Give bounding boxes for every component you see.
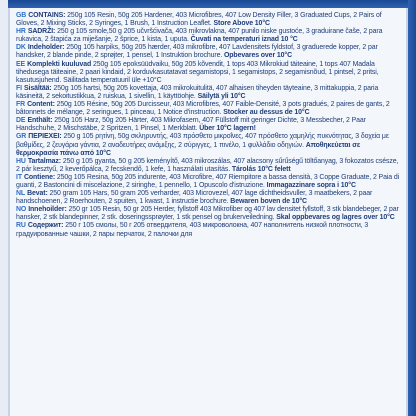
- entry-lead: Indeholder:: [27, 44, 65, 52]
- contents-entry-no: [16, 206, 400, 222]
- entry-body: 250g 105 Résine, 50g 205 Durcisseur, 403 Microfibres, 407 Faible-Densité, 3 pots gradués, 2 paires de gants, 2 bâtonnets de mélange, 2 seringues, 1 pinceau, 1 Notice d'instruction.: [16, 101, 390, 117]
- entry-lead: Sisältää:: [23, 84, 52, 92]
- entry-lead: Bevat:: [27, 190, 48, 198]
- entry-body: 250 g 105 ρητίνη, 50g σκληρυντής, 403 πρόσθετο μικροΐνες, 407 πρόσθετο χαμηλής πυκνότητας, 3 δοχεία με βαθμίδες, 2 ζευγάρια γάντια, 2 αναδευτήρες ανάμιξης, 2 σύριγγες, 1 πινέλο, 1 φυλλάδιο οδηγιών.: [16, 133, 389, 149]
- contents-entry-hr: [16, 28, 400, 44]
- language-code: EE: [16, 60, 26, 68]
- entry-lead: Содержит:: [27, 222, 64, 230]
- box-right-panel: [408, 0, 416, 416]
- language-code: IT: [16, 173, 22, 181]
- language-code: HU: [16, 157, 26, 165]
- storage-note: Skal oppbevares og lagres over 10°C: [276, 214, 395, 222]
- entry-body: 250 g 105 smole,50 g 205 učvršćivača, 403 mikrovlakna, 407 punilo niske gustoće, 3 graduirane čaše, 2 para rukavica, 2 štapića za miješanje, 2 šprice, 1 kista, 1 uputa.: [16, 28, 383, 44]
- box-top-panel: [8, 0, 408, 8]
- storage-note: Αποθηκεύεται σε θερμοκρασία πάνω από 10°C: [16, 141, 361, 157]
- entry-body: 250g 105 Resina, 50g 205 indurente, 403 Microfibre, 407 Riempitore a bassa densità, 3 Coppe Graduate, 2 Paia di guanti, 2 Bastoncini di miscelazione, 2 siringhe, 1 pennello, 1 Opuscolo d'istruzione.: [16, 173, 400, 189]
- box-fold-right: [406, 8, 408, 416]
- entry-lead: Innehoilder:: [28, 206, 67, 214]
- entry-body: 250g 105 hartsi, 50g 205 kovettaja, 403 mikrokuitulitä, 407 alhaisen tiheyden täyteaine, 3 mittakuppia, 2 paria käsineitä, 2 sekoitustikkua, 2 ruiskua, 1 sivellin, 1 käyttöohje.: [16, 84, 379, 100]
- contents-entry-ee: [16, 61, 400, 85]
- storage-note: Säilytä yli 10°C: [197, 92, 246, 100]
- contents-label: [10, 8, 406, 416]
- entry-lead: Contiene:: [23, 173, 56, 181]
- multilingual-contents-text: [16, 12, 400, 239]
- entry-lead: SADRŽI:: [27, 28, 56, 36]
- entry-lead: Content:: [27, 101, 55, 109]
- contents-entry-fi: [16, 85, 400, 101]
- contents-entry-fr: [16, 101, 400, 117]
- entry-body: 250 gram 105 Hars, 50 gram 205 verharder, 403 Microvezel, 407 lage dichtheidsvuller, 3 maatbekers, 2 paar handschoenen, 2 Roerhouten, 2 spuiten, 1 kwast, 1 instructie brochure.: [16, 190, 373, 206]
- storage-note: Opbevares over 10°C: [224, 52, 292, 60]
- language-code: DK: [16, 44, 26, 52]
- storage-note: Bewaren boven de 10°C: [230, 198, 307, 206]
- language-code: HR: [16, 28, 26, 36]
- language-code: GR: [16, 133, 27, 141]
- language-code: NO: [16, 206, 27, 214]
- storage-note: Über 10°C lagern!: [199, 125, 256, 133]
- entry-body: 250g 105 Harz, 50g 205 Härter, 403 Mikrofasern, 407 Füllstoff mit geringer Dichte, 3 Messbecher, 2 Paar Handschuhe, 2 Mischstäbe, 2 Spritzen, 1 Pinsel, 1 Merkblatt.: [16, 117, 366, 133]
- entry-body: 250 г 105 смолы, 50 г 205 отвердителя, 403 микроволокна, 407 наполнитель низкой плотности, 3 градуированные чашки, 2 пары перчаток, 2 палочки для: [16, 222, 369, 238]
- entry-lead: ΠΕΡΙΕΧΕΙ:: [28, 133, 62, 141]
- box-left-panel: [0, 0, 8, 416]
- entry-body: 250 g 105 gyanta, 50 g 205 keményítő, 403 mikroszálas, 407 alacsony sűrűségű töltőanyag, 3 fokozatos csésze, 2 pár kesztyű, 2 keverőpálca, 2 fecskendő, 1 kefe, 1 használati utasítás.: [16, 157, 399, 173]
- contents-entry-de: [16, 117, 400, 133]
- contents-entry-it: [16, 174, 400, 190]
- entry-lead: Tartalmaz:: [27, 157, 62, 165]
- storage-note: Store Above 10°C: [213, 20, 270, 28]
- entry-lead: Enthält:: [27, 117, 53, 125]
- entry-lead: Komplekti kuuluvad: [27, 60, 92, 68]
- contents-entry-dk: [16, 44, 400, 60]
- entry-body: 250 gr 105 Resin, 50 gr 205 Herder, fyllstoff 403 Mikrofiber og 407 lav densitet fyllstoff, 3 stk blandebeger, 2 par hansker, 2 stk blandepinner, 2 stk. doseringssprøyter, 1 stk pensel og brukerveiledning.: [16, 206, 399, 222]
- entry-body: 250g 105 harpiks, 50g 205 hærder, 403 mikrofibre, 407 Lavdensitets fyldstof, 3 graduerede kopper, 2 par handsker, 2 blande pinde, 2 sprøjter, 1 pensel, 1 Instruktion brochure.: [16, 44, 378, 60]
- language-code: GB: [16, 12, 27, 19]
- storage-note: Tárolás 10°C felett: [231, 165, 291, 173]
- contents-entry-gb: [16, 12, 400, 28]
- language-code: FI: [16, 84, 22, 92]
- contents-entry-hu: [16, 158, 400, 174]
- storage-note: Stocker au dessus de 10°C: [223, 109, 310, 117]
- language-code: DE: [16, 117, 26, 125]
- language-code: RU: [16, 222, 26, 230]
- entry-body: 250g 105 epoksüüdvaiku, 50g 205 kõvendit, 1 tops 403 Mikrokiud täiteaine, 1 tops 407 Madala tihedusega täiteaine, 2 paari kindaid, 2 korduvkasutatavat segamistopsi, 1 segamistops, 2 segamisnõud, 1 pintsel, 2 pritsi, kasutusjuhend. Säilitada temperatuuril üle +10°C: [16, 60, 379, 84]
- language-code: FR: [16, 101, 26, 109]
- entry-lead: CONTAINS:: [28, 12, 66, 19]
- storage-note: Čuvati na temperaturi iznad 10 °C: [190, 36, 298, 44]
- contents-entry-gr: [16, 133, 400, 157]
- storage-note: Immagazzinare sopra i 10°C: [266, 181, 356, 189]
- contents-entry-nl: [16, 190, 400, 206]
- entry-body: 250g 105 Resin, 50g 205 Hardener, 403 Microfibres, 407 Low Density Filler, 3 Graduated Cups, 2 Pairs of Gloves, 2 Mixing Sticks, 2 Syringes, 1 Brush, 1 Instruction Leaflet.: [16, 12, 382, 28]
- contents-entry-ru: [16, 222, 400, 238]
- language-code: NL: [16, 190, 26, 198]
